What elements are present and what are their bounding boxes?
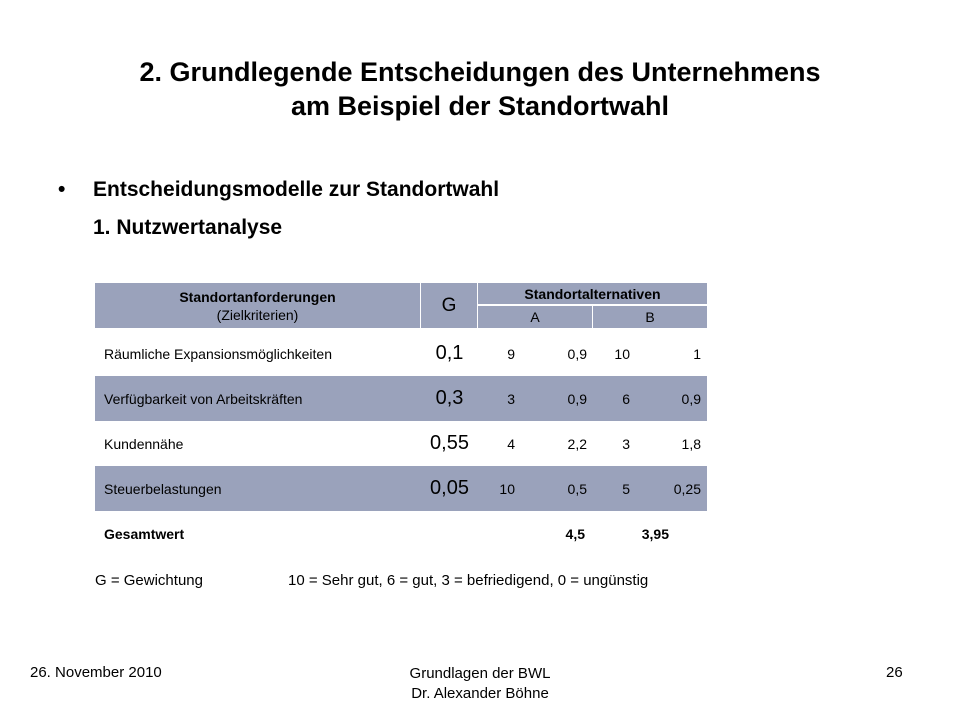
footer-date: 26. November 2010 (30, 664, 162, 681)
page-number: 26 (886, 664, 903, 681)
footer-center (330, 664, 630, 704)
table-row-label: Kundennähe (95, 421, 421, 466)
table-cell-a-value: 0,5 (521, 466, 593, 511)
header-alt-b: B (593, 306, 707, 328)
table-row-label: Steuerbelastungen (95, 466, 421, 511)
table-row-label: Verfügbarkeit von Arbeitskräften (95, 376, 421, 421)
utility-analysis-table (95, 283, 707, 556)
total-alt-a: 4,5 (478, 511, 593, 556)
table-cell-b-score: 10 (593, 331, 636, 376)
footer-author: Dr. Alexander Böhne (411, 685, 549, 702)
total-label: Gesamtwert (95, 511, 478, 556)
table-cell-b-value: 1 (636, 331, 707, 376)
slide-title (40, 55, 920, 123)
subheading: 1. Nutzwertanalyse (93, 216, 283, 239)
footer-course: Grundlagen der BWL (409, 665, 551, 682)
bullet-icon: • (58, 178, 66, 201)
slide-title-line-1: 2. Grundlegende Entscheidungen des Unternehmens (139, 57, 821, 87)
table-cell-a-score: 10 (478, 466, 521, 511)
table-row-weight: 0,55 (421, 421, 478, 466)
table-row-label: Räumliche Expansionsmöglichkeiten (95, 331, 421, 376)
bullet-item (58, 178, 499, 202)
table-cell-b-score: 3 (593, 421, 636, 466)
legend-scale: 10 = Sehr gut, 6 = gut, 3 = befriedigend, 0 = ungünstig (288, 572, 649, 589)
table-row-weight: 0,3 (421, 376, 478, 421)
header-alternatives: Standortalternativen (478, 283, 707, 305)
table-cell-a-value: 2,2 (521, 421, 593, 466)
header-requirements-title: Standortanforderungen (179, 288, 336, 305)
table-cell-b-score: 6 (593, 376, 636, 421)
table-cell-a-value: 0,9 (521, 331, 593, 376)
slide-title-line-2: am Beispiel der Standortwahl (290, 91, 670, 121)
total-alt-b: 3,95 (593, 511, 707, 556)
legend-weight: G = Gewichtung (95, 572, 203, 589)
table-cell-a-score: 4 (478, 421, 521, 466)
table-cell-a-score: 3 (478, 376, 521, 421)
table-row-weight: 0,05 (421, 466, 478, 511)
table-cell-b-value: 0,9 (636, 376, 707, 421)
table-cell-b-value: 0,25 (636, 466, 707, 511)
header-requirements (95, 283, 421, 328)
table-row-weight: 0,1 (421, 331, 478, 376)
table-cell-b-value: 1,8 (636, 421, 707, 466)
bullet-text: Entscheidungsmodelle zur Standortwahl (93, 178, 500, 201)
header-criteria: (Zielkriterien) (216, 306, 299, 323)
header-weight: G (421, 283, 478, 328)
header-alt-a: A (478, 306, 593, 328)
table-cell-a-value: 0,9 (521, 376, 593, 421)
table-cell-b-score: 5 (593, 466, 636, 511)
table-cell-a-score: 9 (478, 331, 521, 376)
